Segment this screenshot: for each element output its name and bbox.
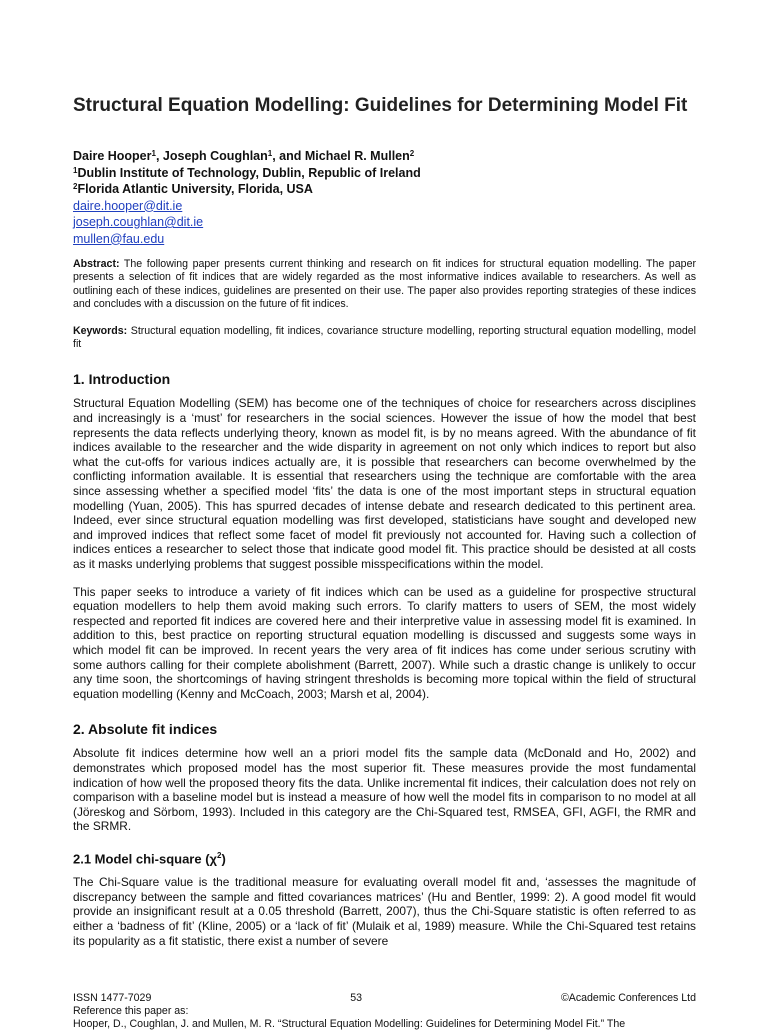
author-superscript: 1: [151, 149, 156, 158]
footer-issn: ISSN 1477-7029: [73, 992, 152, 1004]
page-footer: [73, 992, 696, 1031]
paragraph: This paper seeks to introduce a variety of fit indices which can be used as a guideline for prospective structural equation modellers to help them avoid making such errors. To clarify matters to users of SEM, the most widely respected and reported fit indices are covered here and their interpretive value in assessing model fit is examined. In addition to this, best practice on reporting structural equation modelling is discussed and suggests some ways in which model fit can be improved. In recent years the very area of fit indices has come under serious scrutiny with some authors calling for their complete abolishment (Barrett, 2007). While such a drastic change is unlikely to occur any time soon, the shortcomings of having stringent thresholds is becoming more topical within the field of structural equation modelling (Kenny and McCoach, 2003; Marsh et al, 2004).: [73, 584, 696, 701]
author-name: Joseph Coughlan: [162, 149, 268, 163]
footer-publisher: ©Academic Conferences Ltd: [560, 992, 696, 1004]
heading-text: 2.1 Model chi-square (χ: [73, 851, 218, 867]
footer-reference-label: Reference this paper as:: [73, 1005, 189, 1017]
paragraph: The Chi-Square value is the traditional measure for evaluating overall model fit and, ‘assesses the magnitude of discrepancy between the sample and fitted covariances matrices’ (Hu and Bentler, 1999: 2). A good model fit would provide an insignificant result at a 0.05 threshold (Barrett, 2007), thus the Chi-Square statistic is often referred to as either a ‘badness of fit’ (Kline, 2005) or a ‘lack of fit’ (Mulaik et al, 1989) measure. While the Chi-Squared test retains its popularity as a fit statistic, there exist a number of severe: [73, 875, 696, 948]
keywords: [73, 325, 696, 352]
paper-title: Structural Equation Modelling: Guidelines for Determining Model Fit: [73, 95, 688, 116]
abstract: [73, 258, 696, 312]
author-list: [73, 148, 696, 165]
heading-superscript: 2: [217, 850, 222, 860]
section-heading-introduction: 1. Introduction: [73, 371, 171, 388]
email-link-mullen[interactable]: mullen@fau.edu: [73, 231, 165, 246]
affiliation-superscript: 2: [73, 182, 78, 191]
email-link-hooper[interactable]: daire.hooper@dit.ie: [73, 198, 183, 213]
section-heading-absolute-fit: 2. Absolute fit indices: [73, 721, 218, 738]
abstract-text: The following paper presents current thinking and research on fit indices for structural equation modelling. The paper presents a selection of fit indices that are widely regarded as the most informative indices available to researchers. As well as outlining each of these indices, guidelines are presented on their use. The paper also provides reporting strategies of these indices and concludes with a discussion on the future of fit indices.: [73, 258, 696, 311]
heading-close: ): [221, 851, 226, 867]
affiliation-text: Dublin Institute of Technology, Dublin, Republic of Ireland: [77, 165, 421, 180]
footer-page-number: 53: [350, 992, 363, 1004]
author-separator: , and: [272, 149, 305, 163]
paragraph: Structural Equation Modelling (SEM) has become one of the techniques of choice for researchers across disciplines and increasingly is a ‘must’ for researchers in the social sciences. However the issue of how the model that best represents the data reflects underlying theory, known as model fit, is by no means agreed. With the abundance of fit indices available to the researcher and the wide disparity in agreement on not only which indices to report but also what the cut-offs for various indices actually are, it is possible that researchers can become overwhelmed by the conflicting information available. It is essential that researchers using the technique are comfortable with the area since assessing whether a specified model ‘fits’ the data is one of the most important steps in structural equation modelling (Yuan, 2005). This has spurred decades of intense debate and research dedicated to this pertinent area. Indeed, ever since structural equation modelling was first developed, statisticians have sought and developed new and improved indices that reflect some facet of model fit previously not accounted for. Having such a collection of indices entices a researcher to select those that indicate good model fit. This practice should be desisted at all costs as it masks underlying problems that suggest possible misspecifications within the model.: [73, 396, 696, 571]
author-superscript: 1: [267, 149, 273, 158]
affiliation-2: [73, 181, 696, 198]
author-superscript: 2: [409, 149, 415, 158]
email-link-coughlan[interactable]: joseph.coughlan@dit.ie: [73, 215, 204, 229]
subsection-heading-chi-square: [73, 847, 696, 867]
footer-reference-text: Hooper, D., Coughlan, J. and Mullen, M. R. “Structural Equation Modelling: Guidelines for Determining Model Fit.” The: [73, 1018, 626, 1030]
abstract-label: Abstract:: [73, 258, 120, 270]
author-separator: ,: [155, 149, 163, 163]
affiliation-superscript: 1: [73, 165, 78, 175]
author-name: Daire Hooper: [73, 149, 152, 163]
affiliation-1: [73, 165, 696, 182]
affiliation-text: Florida Atlantic University, Florida, USA: [77, 182, 313, 196]
author-name: Michael R. Mullen: [304, 149, 410, 163]
keywords-text: Structural equation modelling, fit indices, covariance structure modelling, reporting structural equation modelling, model fit: [73, 324, 696, 351]
keywords-label: Keywords:: [73, 324, 128, 337]
paragraph: Absolute fit indices determine how well an a priori model fits the sample data (McDonald and Ho, 2002) and demonstrates which proposed model has the most superior fit. These measures provide the most fundamental indication of how well the proposed theory fits the data. Unlike incremental fit indices, their calculation does not rely on comparison with a baseline model but is instead a measure of how well the model fits in comparison to no model at all (Jöreskog and Sörbom, 1993). Included in this category are the Chi-Squared test, RMSEA, GFI, AGFI, the RMR and the SRMR.: [73, 746, 696, 834]
paper-content: [73, 94, 696, 961]
